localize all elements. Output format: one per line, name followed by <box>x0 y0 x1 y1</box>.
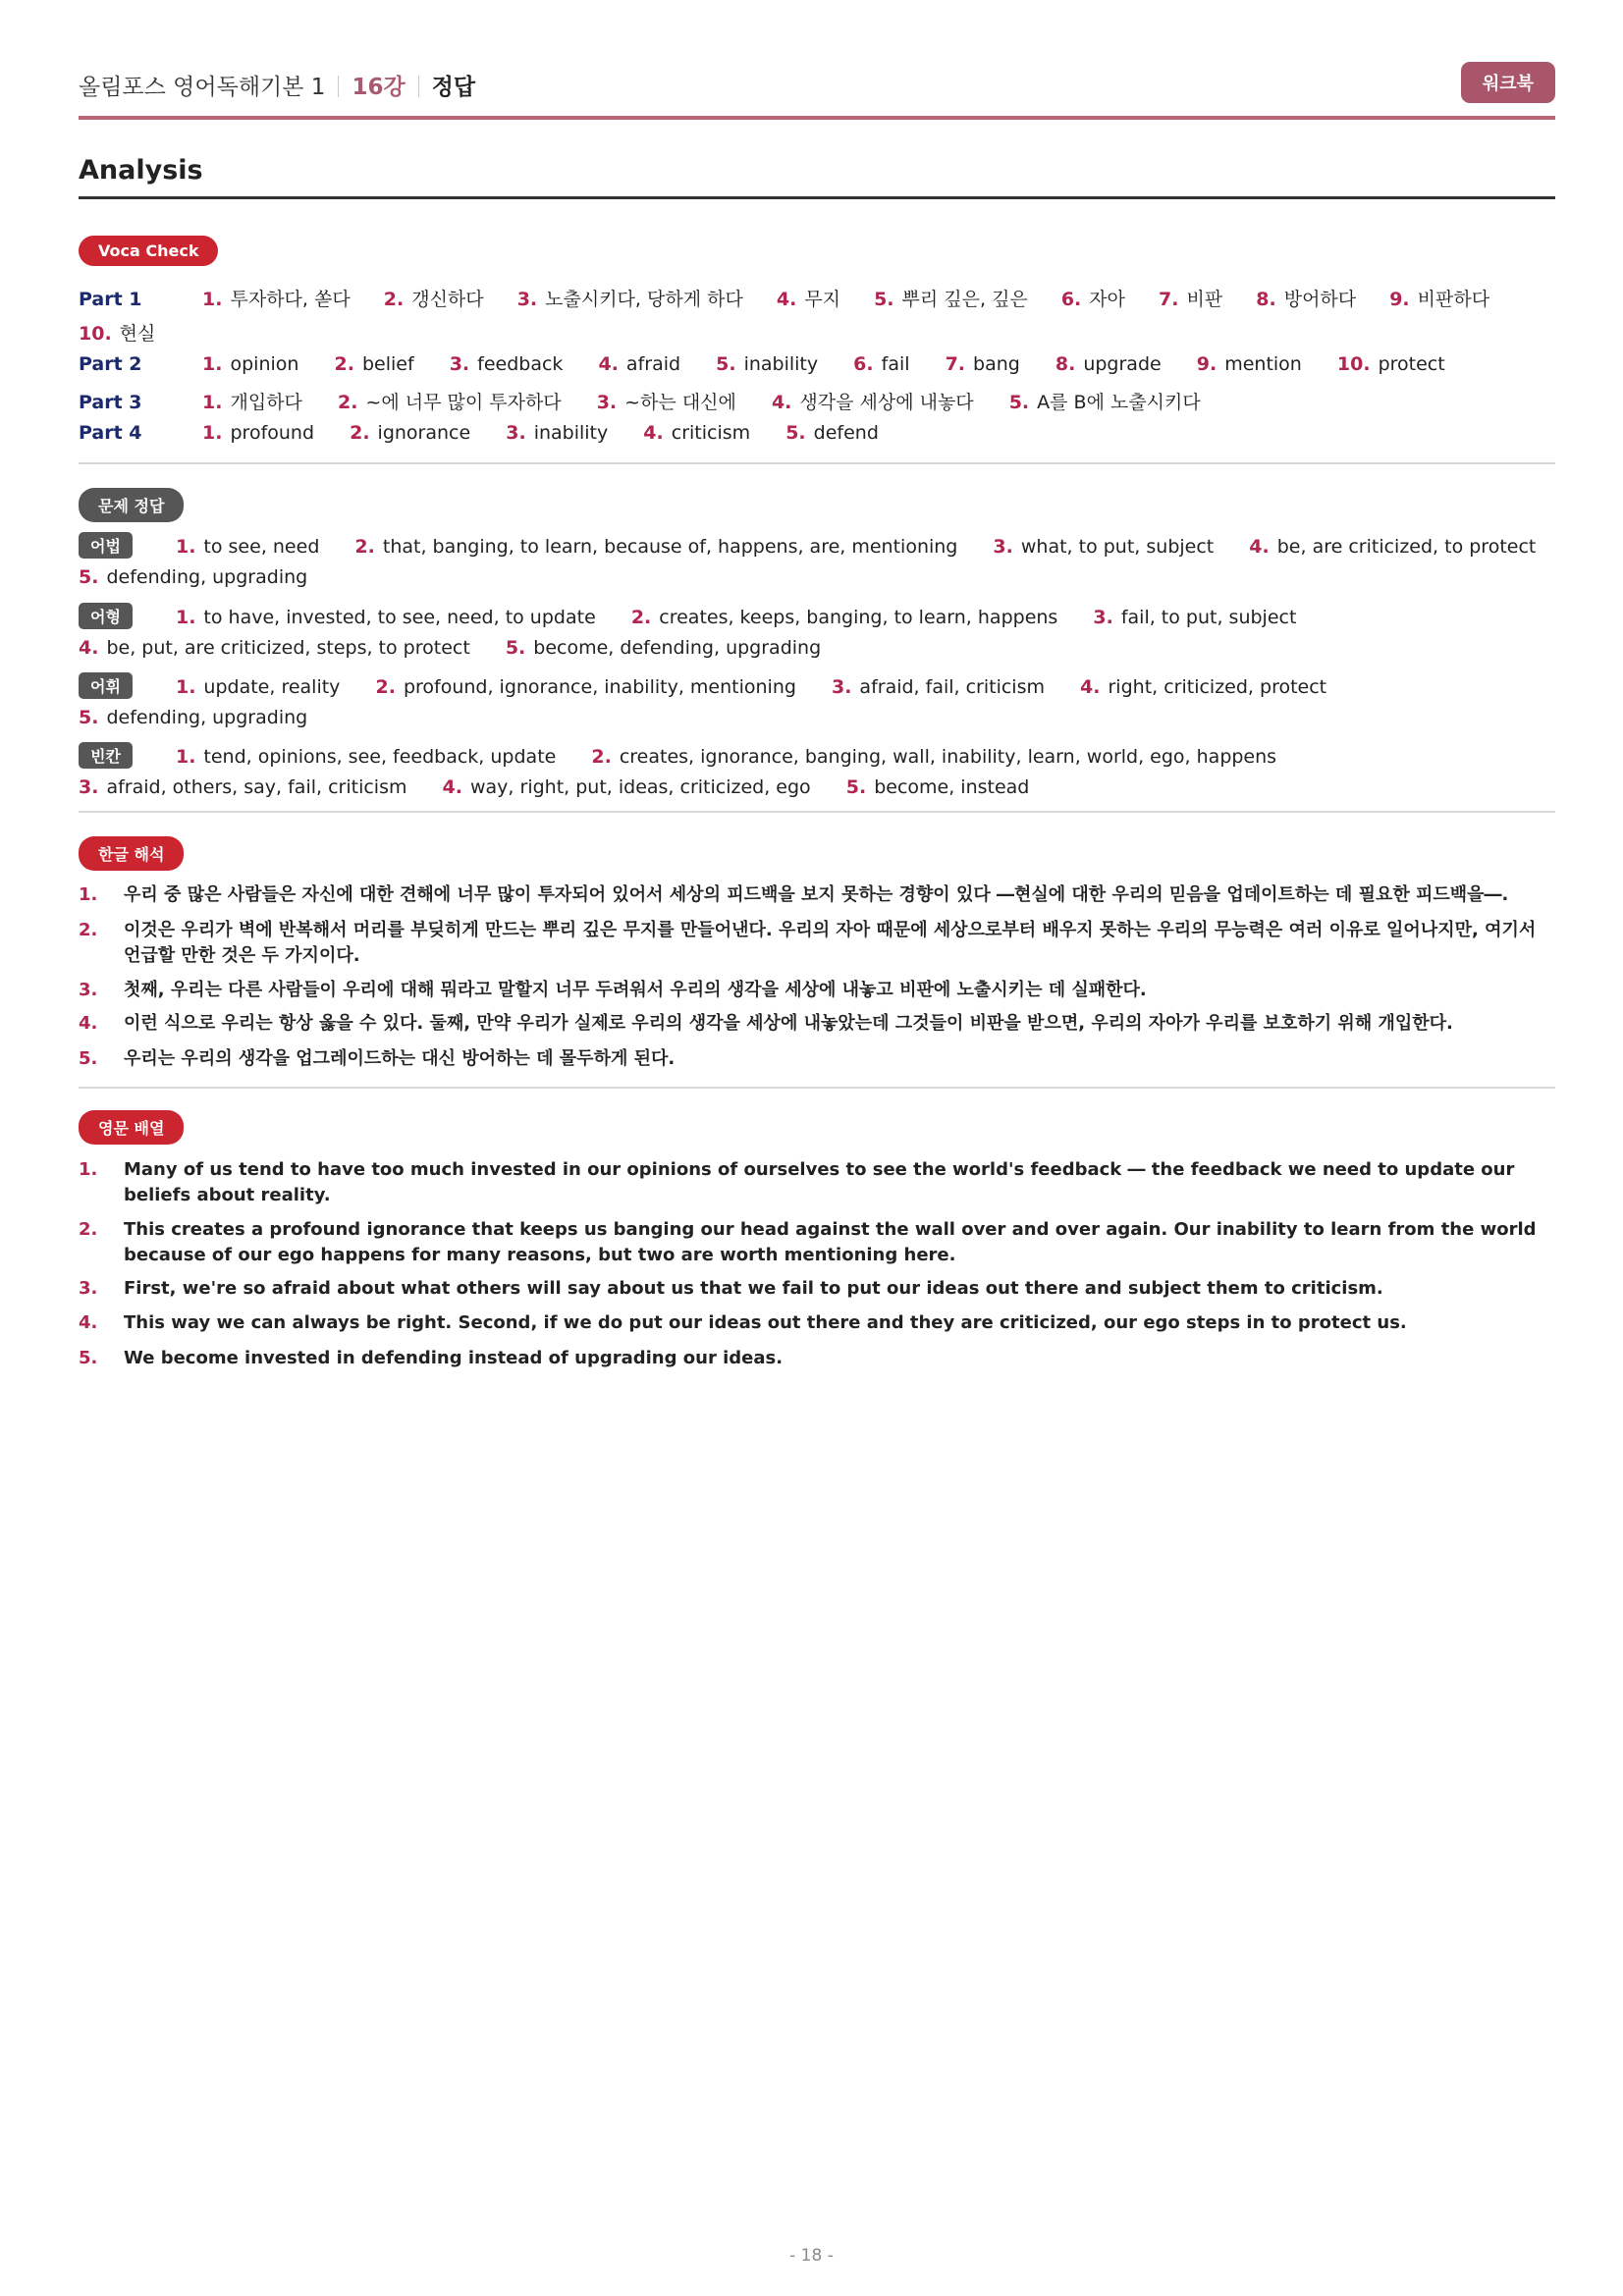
answer-row-continued <box>79 566 1555 588</box>
vocabulary-tag: 어휘 <box>79 672 133 699</box>
voca-item: 10. protect <box>1336 353 1445 375</box>
answer-item: 3. afraid, fail, criticism <box>831 676 1045 698</box>
voca-item: 7. 비판 <box>1159 289 1223 310</box>
voca-check-section <box>79 236 1555 266</box>
lesson-number: 16강 <box>352 75 406 100</box>
answer-item: 2. profound, ignorance, inability, mentioning <box>375 676 796 698</box>
page-header <box>79 61 1555 108</box>
voca-item: 5. inability <box>716 353 819 375</box>
answer-item: 4. be, put, are criticized, steps, to protect <box>79 637 470 659</box>
answer-row-continued <box>79 637 1555 659</box>
part-label: Part 2 <box>79 353 142 375</box>
answer-item: 2. creates, ignorance, banging, wall, inability, learn, world, ego, happens <box>591 746 1277 768</box>
part-label: Part 3 <box>79 392 142 413</box>
voca-item: 5. 뿌리 깊은, 깊은 <box>874 289 1028 310</box>
book-title: 올림포스 영어독해기본 1 <box>79 75 326 100</box>
analysis-rule <box>79 196 1555 199</box>
voca-part-row <box>79 422 1555 444</box>
header-divider <box>418 76 419 97</box>
voca-item: 2. belief <box>334 353 414 375</box>
voca-item: 1. 투자하다, 쏟다 <box>202 289 351 310</box>
word-form-tag: 어형 <box>79 603 133 629</box>
voca-item: 7. bang <box>945 353 1020 375</box>
voca-part-row <box>79 388 1555 414</box>
translation-section <box>79 836 1555 871</box>
voca-item: 4. 무지 <box>776 289 841 310</box>
voca-item: 2. ignorance <box>350 422 471 444</box>
answer-item: 5. defending, upgrading <box>79 707 308 728</box>
answer-item: 5. become, instead <box>845 776 1030 798</box>
answer-row <box>79 532 1555 559</box>
voca-item: 3. ~하는 대신에 <box>596 392 736 413</box>
answer-item: 3. what, to put, subject <box>993 536 1215 558</box>
answer-label: 정답 <box>431 75 476 100</box>
section-divider <box>79 811 1555 813</box>
answer-item: 4. right, criticized, protect <box>1080 676 1327 698</box>
workbook-badge: 워크북 <box>1461 62 1555 103</box>
voca-item: 6. fail <box>853 353 910 375</box>
part-label: Part 1 <box>79 289 142 310</box>
answer-item: 5. become, defending, upgrading <box>505 637 822 659</box>
voca-item: 1. opinion <box>202 353 299 375</box>
answer-item: 5. defending, upgrading <box>79 566 308 588</box>
answer-item: 2. creates, keeps, banging, to learn, happens <box>630 607 1058 628</box>
part-label: Part 4 <box>79 422 142 444</box>
answer-row-continued <box>79 707 1555 728</box>
voca-check-pill: Voca Check <box>79 236 218 266</box>
voca-item: 5. defend <box>785 422 879 444</box>
voca-part-row <box>79 285 1555 311</box>
voca-item: 2. 갱신하다 <box>383 289 484 310</box>
answer-item: 2. that, banging, to learn, because of, happens, are, mentioning <box>354 536 958 558</box>
answers-section <box>79 488 1555 522</box>
answer-row-continued <box>79 776 1555 798</box>
voca-item: 1. 개입하다 <box>202 392 302 413</box>
translation-pill: 한글 해석 <box>79 836 184 871</box>
voca-part-row <box>79 353 1555 375</box>
header-divider <box>338 76 339 97</box>
voca-item: 4. criticism <box>643 422 751 444</box>
voca-item: 9. 비판하다 <box>1389 289 1490 310</box>
voca-item: 10. 현실 <box>79 323 156 345</box>
header-rule <box>79 116 1555 120</box>
analysis-title: Analysis <box>79 155 203 186</box>
answer-item: 4. be, are criticized, to protect <box>1249 536 1537 558</box>
voca-item: 1. profound <box>202 422 315 444</box>
voca-item: 9. mention <box>1196 353 1302 375</box>
answer-item: 3. afraid, others, say, fail, criticism <box>79 776 407 798</box>
answer-item: 1. to have, invested, to see, need, to update <box>175 607 596 628</box>
voca-item: 8. 방어하다 <box>1256 289 1357 310</box>
voca-item: 3. feedback <box>449 353 564 375</box>
voca-item: 4. afraid <box>598 353 681 375</box>
voca-item: 3. inability <box>506 422 609 444</box>
section-divider <box>79 462 1555 464</box>
voca-part-row-continued <box>79 319 1555 346</box>
answers-pill: 문제 정답 <box>79 488 184 522</box>
answer-item: 1. to see, need <box>175 536 320 558</box>
voca-item: 2. ~에 너무 많이 투자하다 <box>337 392 562 413</box>
english-pill: 영문 배열 <box>79 1110 184 1145</box>
english-section <box>79 1110 1555 1145</box>
blank-tag: 빈칸 <box>79 742 133 769</box>
answer-item: 1. tend, opinions, see, feedback, update <box>175 746 557 768</box>
voca-item: 8. upgrade <box>1055 353 1162 375</box>
answer-item: 4. way, right, put, ideas, criticized, ego <box>442 776 811 798</box>
voca-item: 3. 노출시키다, 당하게 하다 <box>516 289 743 310</box>
answer-item: 3. fail, to put, subject <box>1093 607 1297 628</box>
answer-row <box>79 742 1555 769</box>
grammar-tag: 어법 <box>79 532 133 559</box>
voca-item: 5. A를 B에 노출시키다 <box>1008 392 1201 413</box>
answer-row <box>79 672 1555 699</box>
voca-item: 6. 자아 <box>1060 289 1125 310</box>
answer-item: 1. update, reality <box>175 676 341 698</box>
voca-item: 4. 생각을 세상에 내놓다 <box>771 392 974 413</box>
page-number: - 18 - <box>789 2246 834 2266</box>
answer-row <box>79 603 1555 629</box>
header-title <box>79 69 475 101</box>
section-divider <box>79 1087 1555 1089</box>
